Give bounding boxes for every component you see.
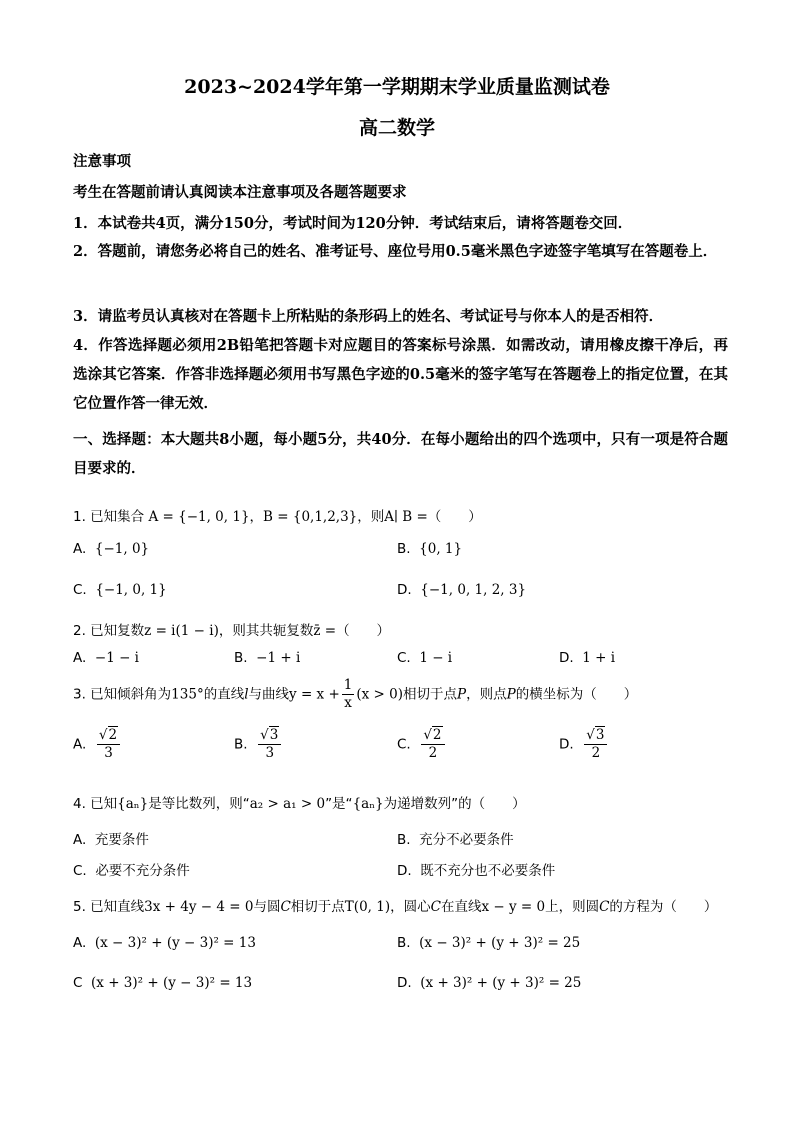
fraction-denominator: x: [344, 695, 352, 711]
notice-item-1: 1．本试卷共4页，满分150分，考试时间为120分钟．考试结束后，请将答题卷交回．: [73, 215, 633, 232]
option-value: 1 − i: [419, 650, 453, 666]
notice-item-4: 4．作答选择题必须用2B铅笔把答题卡对应题目的答案标号涂黑．如需改动，请用橡皮擦干净后，再选涂其它答案．作答非选择题必须用书写黑色字迹的0.5毫米的签字笔写在答题卷上的指定位置，在其它位置作答一律无效．: [73, 337, 728, 412]
q3-option-c[interactable]: [397, 727, 447, 762]
q1-option-b[interactable]: [397, 541, 462, 557]
notice-heading: 注意事项: [73, 153, 131, 170]
option-label: A.: [73, 935, 87, 951]
q1-option-a[interactable]: [73, 541, 149, 557]
option-value: 既不充分也不必要条件: [420, 863, 556, 879]
q4-option-c[interactable]: [73, 859, 190, 879]
q1-expr: A∣ B =: [384, 509, 428, 525]
q3-option-b[interactable]: [234, 727, 283, 762]
q5-prefix: 5. 已知直线: [73, 899, 145, 915]
q3-option-a[interactable]: [73, 727, 122, 762]
option-value: (x − 3)² + (y + 3)² = 25: [419, 935, 581, 951]
q3-condition: (x > 0): [356, 686, 404, 703]
q3-angle: 135°: [171, 686, 204, 703]
option-value: 充要条件: [94, 832, 149, 848]
option-label: C.: [397, 650, 411, 666]
q2-option-b[interactable]: [234, 650, 300, 666]
q3-text: 与曲线: [248, 686, 290, 703]
question-5: [73, 895, 717, 915]
q3-curve: y = x +: [289, 686, 340, 703]
q5-point-t: T(0, 1): [344, 899, 391, 915]
q3-option-d[interactable]: [559, 727, 609, 762]
option-label: B.: [234, 650, 248, 666]
option-label: A.: [73, 832, 87, 848]
q1-set-a: A = {−1, 0, 1}: [148, 509, 250, 525]
q5-text: 相切于点: [290, 899, 345, 915]
q5-circle-c: C: [430, 899, 441, 915]
q5-option-c[interactable]: [73, 975, 252, 991]
q5-option-d[interactable]: [397, 975, 581, 991]
q3-line-l: l: [244, 686, 249, 703]
fraction-denominator: 2: [591, 745, 601, 761]
q4-prefix: 4. 已知: [73, 796, 118, 812]
q5-text: 与圆: [253, 899, 281, 915]
q4-option-d[interactable]: [397, 859, 555, 879]
q3-text: ，则点: [466, 686, 507, 703]
option-value: −1 + i: [256, 650, 301, 666]
q3-text: 的横坐标为（ ）: [515, 686, 638, 703]
option-value: (x + 3)² + (y + 3)² = 25: [420, 975, 582, 991]
q3-prefix: 3. 已知倾斜角为: [73, 686, 172, 703]
option-fraction: $\frac{√3}{3}$: [258, 727, 281, 762]
option-value: 充分不必要条件: [419, 832, 514, 848]
notice-item-2: 2．答题前，请您务必将自己的姓名、准考证号、座位号用0.5毫米黑色字迹签字笔填写在答题卷上．: [73, 243, 718, 260]
option-label: C.: [73, 582, 87, 598]
option-label: B.: [397, 541, 411, 557]
q5-line-eq: 3x + 4y − 4 = 0: [144, 899, 254, 915]
exam-subject: 高二数学: [358, 117, 435, 139]
q2-expr: z = i(1 − i): [144, 623, 219, 639]
q2-prefix: 2. 已知复数: [73, 623, 145, 639]
option-value: {−1, 0, 1}: [95, 582, 167, 598]
notice-item-3: 3．请监考员认真核对在答题卡上所粘贴的条形码上的姓名、考试证号与你本人的是否相符．: [73, 308, 664, 325]
option-value: −1 − i: [94, 650, 140, 666]
q5-option-b[interactable]: [397, 935, 580, 951]
q4-text: 是等比数列，则“: [148, 796, 250, 812]
option-label: C.: [73, 863, 87, 879]
q5-text: 在直线: [440, 899, 482, 915]
q4-text: 为递增数列”的（ ）: [383, 796, 526, 812]
q1-ask: ，则: [357, 509, 385, 525]
option-label: C.: [397, 736, 411, 753]
q2-conj: z̄ =: [313, 623, 337, 639]
q4-option-b[interactable]: [397, 828, 514, 848]
q5-circle-c: C: [599, 899, 610, 915]
option-label: B.: [397, 832, 411, 848]
option-value: {−1, 0}: [94, 541, 150, 557]
q2-option-a[interactable]: [73, 650, 139, 666]
q4-sequence: {aₙ}: [352, 796, 384, 812]
option-fraction: $\frac{√2}{3}$: [97, 727, 120, 762]
fraction-numerator: 1: [343, 677, 353, 693]
option-value: (x + 3)² + (y − 3)² = 13: [91, 975, 253, 991]
option-fraction: $\frac{√3}{2}$: [584, 727, 607, 762]
q1-paren: （ ）: [427, 509, 482, 525]
option-label: D.: [559, 650, 574, 666]
q3-point-p: P: [506, 686, 516, 703]
q1-option-c[interactable]: [73, 582, 167, 598]
option-label: D.: [397, 582, 412, 598]
q3-point-p: P: [457, 686, 467, 703]
q4-condition: a₂ > a₁ > 0: [249, 796, 326, 812]
question-2: [73, 619, 390, 639]
q4-sequence: {aₙ}: [117, 796, 149, 812]
option-fraction: $\frac{√2}{2}$: [421, 727, 444, 762]
q2-option-d[interactable]: [559, 650, 615, 666]
q2-paren: （ ）: [336, 623, 391, 639]
notice-intro: 考生在答题前请认真阅读本注意事项及各题答题要求: [73, 184, 407, 201]
q2-ask: ，则其共轭复数: [218, 623, 314, 639]
q1-sep: ，: [249, 509, 264, 525]
question-3: [73, 677, 637, 712]
q1-option-d[interactable]: [397, 582, 526, 598]
option-value: {0, 1}: [419, 541, 463, 557]
q2-option-c[interactable]: [397, 650, 452, 666]
sqrt-radicand: 2: [108, 727, 118, 743]
q4-option-a[interactable]: [73, 828, 149, 848]
q3-text: 相切于点: [403, 686, 458, 703]
option-value: 必要不充分条件: [95, 863, 190, 879]
option-label: A.: [73, 541, 87, 557]
sqrt-radicand: 3: [269, 727, 279, 743]
q1-set-b: B = {0,1,2,3}: [263, 509, 358, 525]
q3-fraction: [342, 677, 355, 712]
option-value: (x − 3)² + (y − 3)² = 13: [94, 935, 256, 951]
q5-line-eq: x − y = 0: [481, 899, 546, 915]
question-1: [73, 505, 482, 525]
q5-circle-c: C: [280, 899, 291, 915]
q1-prefix: 1. 已知集合: [73, 509, 145, 525]
option-label: B.: [397, 935, 411, 951]
option-label: D.: [397, 975, 412, 991]
option-label: A.: [73, 650, 87, 666]
fraction-denominator: 2: [428, 745, 438, 761]
q5-text: ，圆心: [390, 899, 431, 915]
sqrt-radicand: 3: [595, 727, 605, 743]
q3-text: 的直线: [203, 686, 245, 703]
section-heading-choice: 一、选择题：本大题共8小题，每小题5分，共40分．在每小题给出的四个选项中，只有一项是符合题目要求的．: [73, 431, 728, 477]
option-label: D.: [559, 736, 574, 753]
option-label: B.: [234, 736, 248, 753]
q5-text: 的方程为（ ）: [609, 899, 718, 915]
fraction-denominator: 3: [104, 745, 113, 761]
q4-text: ”是“: [325, 796, 353, 812]
question-4: [73, 792, 526, 812]
q5-text: 上，则圆: [545, 899, 600, 915]
option-label: A.: [73, 736, 87, 753]
option-value: 1 + i: [582, 650, 616, 666]
fraction-denominator: 3: [265, 745, 275, 761]
option-label: C: [73, 975, 83, 991]
option-label: D.: [397, 863, 412, 879]
exam-title: 2023~2024学年第一学期期末学业质量监测试卷: [184, 76, 610, 98]
sqrt-radicand: 2: [432, 727, 442, 743]
q5-option-a[interactable]: [73, 935, 256, 951]
option-value: {−1, 0, 1, 2, 3}: [420, 582, 527, 598]
